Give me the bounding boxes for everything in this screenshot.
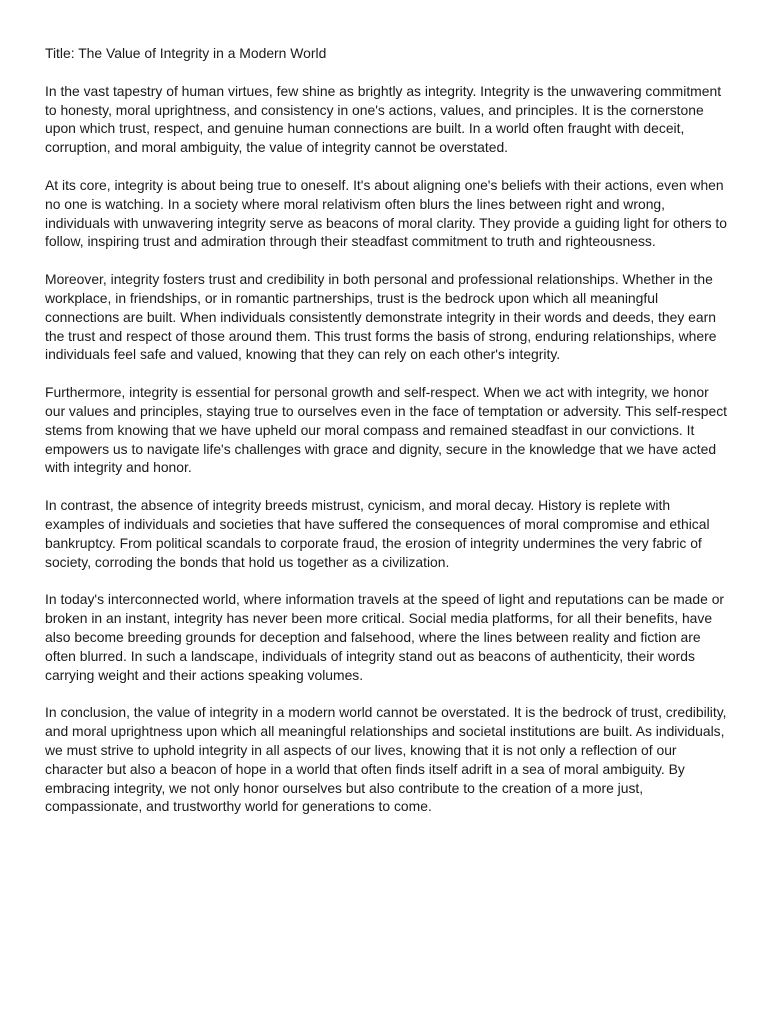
- paragraph-trust: Moreover, integrity fosters trust and credibility in both personal and professional relationships. Whether in the workplace, in friendships, or in romantic partnerships, trust is the bedrock upon which all meaningful connections are built. When individuals consistently demonstrate integrity in their words and deeds, they earn the trust and respect of those around them. This trust forms the basis of strong, enduring relationships, where individuals feel safe and valued, knowing that they can rely on each other's integrity.: [45, 271, 717, 363]
- document-page: [45, 44, 731, 835]
- paragraph-core: At its core, integrity is about being true to oneself. It's about aligning one's beliefs with their actions, even when no one is watching. In a society where moral relativism often blurs the lines between right and wrong, individuals with unwavering integrity serve as beacons of moral clarity. They provide a guiding light for others to follow, inspiring trust and admiration through their steadfast commitment to truth and righteousness.: [45, 176, 728, 250]
- paragraph-intro: In the vast tapestry of human virtues, few shine as brightly as integrity. Integrity is the unwavering commitment to honesty, moral uprightness, and consistency in one's actions, values, and principles. It is the cornerstone upon which trust, respect, and genuine human connections are built. In a world often fraught with deceit, corruption, and moral ambiguity, the value of integrity cannot be overstated.: [45, 82, 722, 156]
- paragraph-modern-world: In today's interconnected world, where information travels at the speed of light and reputations can be made or broken in an instant, integrity has never been more critical. Social media platforms, for all their benefits, have also become breeding grounds for deception and falsehood, where the lines between reality and fiction are often blurred. In such a landscape, individuals of integrity stand out as beacons of authenticity, their words carrying weight and their actions speaking volumes.: [45, 591, 725, 683]
- paragraph-conclusion: In conclusion, the value of integrity in a modern world cannot be overstated. It is the bedrock of trust, credibility, and moral uprightness upon which all meaningful relationships and societal institutions are built. As individuals, we must strive to uphold integrity in all aspects of our lives, knowing that it is not only a reflection of our character but also a beacon of hope in a world that often finds itself adrift in a sea of moral ambiguity. By embracing integrity, we not only honor ourselves but also contribute to the creation of a more just, compassionate, and trustworthy world for generations to come.: [45, 704, 727, 815]
- paragraph-growth: Furthermore, integrity is essential for personal growth and self-respect. When we act with integrity, we honor our values and principles, staying true to ourselves even in the face of temptation or adversity. This self-respect stems from knowing that we have upheld our moral compass and remained steadfast in our convictions. It empowers us to navigate life's challenges with grace and dignity, secure in the knowledge that we have acted with integrity and honor.: [45, 384, 728, 476]
- paragraph-contrast: In contrast, the absence of integrity breeds mistrust, cynicism, and moral decay. History is replete with examples of individuals and societies that have suffered the consequences of moral compromise and ethical bankruptcy. From political scandals to corporate fraud, the erosion of integrity undermines the very fabric of society, corroding the bonds that hold us together as a civilization.: [45, 497, 710, 570]
- document-title: Title: The Value of Integrity in a Modern World: [45, 45, 327, 61]
